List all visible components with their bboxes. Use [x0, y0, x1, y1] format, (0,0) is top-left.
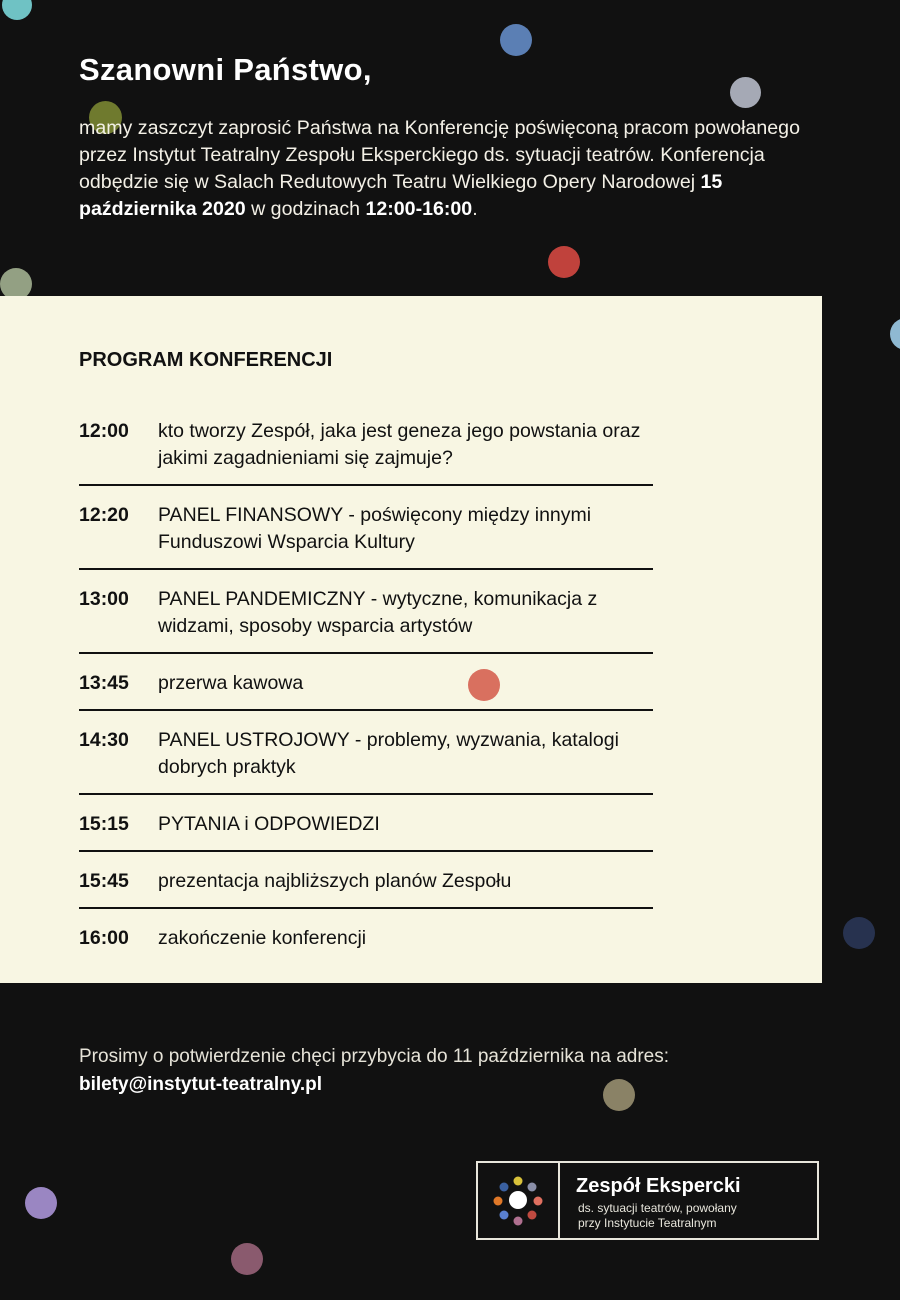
- logo-subtitle: [578, 1201, 737, 1231]
- intro-date: 15 października 2020: [79, 171, 723, 220]
- agenda-description: prezentacja najbliższych planów Zespołu: [158, 870, 512, 892]
- agenda-row: [79, 414, 653, 486]
- decorative-dot: [730, 77, 761, 108]
- agenda-time: 13:00: [79, 588, 129, 610]
- agenda-time: 14:30: [79, 729, 129, 751]
- rsvp-email-link[interactable]: bilety@instytut-teatralny.pl: [79, 1074, 323, 1095]
- decorative-dot: [843, 917, 875, 949]
- agenda-description: zakończenie konferencji: [158, 927, 367, 949]
- agenda-time: 13:45: [79, 672, 129, 694]
- agenda-list: [79, 414, 653, 976]
- agenda-row: [79, 864, 653, 909]
- agenda-description: PANEL FINANSOWY - poświęcony między innymi Funduszowi Wsparcia Kultury: [158, 504, 592, 553]
- agenda-description: przerwa kawowa: [158, 672, 304, 694]
- agenda-time: 15:15: [79, 813, 129, 835]
- intro-text: .: [472, 198, 478, 220]
- rsvp-note: [79, 1043, 669, 1099]
- agenda-time: 16:00: [79, 927, 129, 949]
- intro-text: mamy zaszczyt zaprosić Państwa na Konferencję poświęconą pracom powołanego przez Instytut Teatralny Zespołu Eksperckiego ds. sytuacji teatrów. Konferencja odbędzie się w Salach Redutowych Teatru Wielkiego Opery Narodowej: [79, 117, 800, 193]
- agenda-time: 12:00: [79, 420, 129, 442]
- decorative-dot: [231, 1243, 263, 1275]
- agenda-row: [79, 921, 653, 964]
- intro-paragraph: [79, 115, 839, 223]
- logo-mark-icon: [478, 1163, 560, 1238]
- agenda-row: [79, 666, 653, 711]
- rsvp-text: Prosimy o potwierdzenie chęci przybycia do 11 października na adres:: [79, 1046, 670, 1067]
- logo-title: Zespół Ekspercki: [576, 1175, 741, 1197]
- agenda-description: PANEL USTROJOWY - problemy, wyzwania, katalogi dobrych praktyk: [158, 729, 619, 778]
- decorative-dot: [468, 669, 500, 701]
- intro-text: w godzinach: [245, 198, 366, 220]
- agenda-description: PANEL PANDEMICZNY - wytyczne, komunikacja z widzami, sposoby wsparcia artystów: [158, 588, 598, 637]
- decorative-dot: [25, 1187, 57, 1219]
- agenda-description: PYTANIA i ODPOWIEDZI: [158, 813, 380, 835]
- agenda-description: kto tworzy Zespół, jaka jest geneza jego powstania oraz jakimi zagadnieniami się zajmuje?: [158, 420, 641, 469]
- agenda-time: 15:45: [79, 870, 129, 892]
- agenda-row: [79, 723, 653, 795]
- logo-subtitle-line: przy Instytucie Teatralnym: [578, 1216, 717, 1230]
- agenda-time: 12:20: [79, 504, 129, 526]
- agenda-row: [79, 582, 653, 654]
- decorative-dot: [500, 24, 532, 56]
- agenda-row: [79, 807, 653, 852]
- decorative-dot: [548, 246, 580, 278]
- logo-subtitle-line: ds. sytuacji teatrów, powołany: [578, 1201, 737, 1215]
- intro-hours: 12:00-16:00: [365, 198, 473, 220]
- decorative-dot: [890, 318, 900, 350]
- program-panel: [0, 296, 822, 983]
- decorative-dot: [2, 0, 32, 20]
- agenda-row: [79, 498, 653, 570]
- greeting-heading: Szanowni Państwo,: [79, 52, 372, 87]
- program-title: PROGRAM KONFERENCJI: [79, 349, 333, 371]
- team-logo: [476, 1161, 819, 1240]
